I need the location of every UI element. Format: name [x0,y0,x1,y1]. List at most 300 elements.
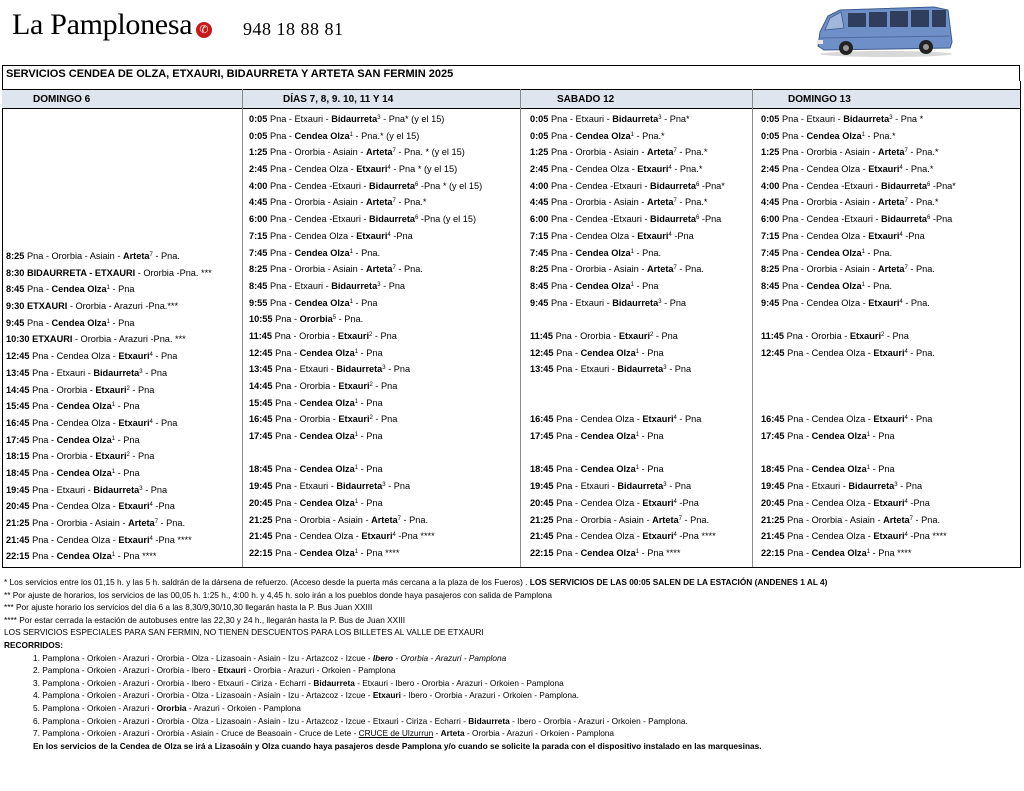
route-number: 4 [673,498,677,505]
route-number: 4 [673,532,677,539]
text-segment: Pna - Cendea Olza - [32,351,119,362]
text-segment: -Pna **** [152,534,192,545]
text-segment: - Pna [676,414,702,425]
schedule-row [6,265,212,282]
departure-time: 18:45 [530,464,554,475]
text-segment: - Pna. [902,297,930,308]
departure-time: 12:45 [530,347,554,358]
bold-text: Arteta [646,197,674,208]
text-segment: Pna - [275,314,300,325]
text-segment: Pna - Etxauri - [781,114,844,124]
departure-time: 9:45 [530,297,549,308]
text-segment: -Pna* [699,180,725,191]
schedule-row [530,545,725,562]
text-segment: - Pna [115,434,140,445]
text-segment: Pna - Cendea Olza - [32,501,119,512]
text-segment: Pna - Cendea Olza - [32,417,119,428]
departure-time: 7:15 [761,230,780,241]
departure-time: 21:45 [761,531,785,542]
text-segment: Pna - Cendea Olza - [556,414,643,425]
text-segment: Pna - [787,431,812,442]
departure-time: 7:45 [530,247,549,258]
text-segment: - Ororbia -Pna. *** [135,267,212,278]
schedule-row [761,361,956,378]
text-segment: - Pna. [336,314,364,325]
departure-time: 22:15 [530,547,554,558]
route-number: 3 [377,115,381,121]
text-segment: - Pna [372,330,397,341]
bold-text: Bidaurreta [93,484,140,495]
schedule-row [530,211,725,228]
bold-text: Bidaurreta [612,114,659,124]
text-segment: Pna - Cendea Olza - [787,497,874,508]
schedule-row [249,411,482,428]
departure-time: 8:45 [530,280,549,291]
route-number: 1 [630,131,634,138]
schedule-row [530,295,725,312]
bold-text: Cendea Olza [299,497,355,508]
schedule-row [761,461,956,478]
footnote-line [4,601,1014,614]
route-number: 7 [909,515,913,522]
bold-text: Etxauri [118,534,150,545]
text-segment: Pna - Ororbia - Asiain - [781,147,878,158]
departure-time: 10:55 [249,314,273,325]
text-segment: Pna - Cendea Olza - [275,531,362,542]
bold-text: Cendea Olza [580,347,636,358]
bold-text: Cendea Olza [575,247,631,258]
text-segment: - Pna [115,467,140,478]
schedule-row [6,248,212,265]
text-segment: - Pna [358,347,383,358]
text-segment: Pna - Etxauri - [275,481,337,492]
text-segment: Pna - [556,431,581,442]
text-segment: - Ororbia - Arazuri -Pna. *** [72,334,186,345]
text-segment: Pna - Cendea Olza - [556,497,643,508]
bold-text: Etxauri [337,330,370,341]
text-segment: -Pna [930,214,953,225]
text-segment: Pna - Cendea -Etxauri - [269,214,370,225]
text-segment: - Pna.* [676,197,708,208]
departure-time: 0:05 [761,114,780,124]
departure-time: 7:45 [249,247,268,258]
schedule-row [530,345,725,362]
departure-time: 22:15 [6,551,30,562]
text-segment: - Pna [142,484,168,495]
departure-time: 11:45 [530,330,553,341]
departure-time: 7:15 [249,230,268,241]
departure-time: 9:55 [249,297,268,308]
schedule-title: SERVICIOS CENDEA DE OLZA, ETXAURI, BIDAURRETA Y ARTETA SAN FERMIN 2025 [2,65,1020,81]
schedule-row [249,278,482,295]
text-segment: Pna - Ororbia - Asiain - [269,264,366,275]
bold-text: Arteta [122,251,150,261]
footnote-line [4,589,1014,602]
text-segment: Pna - Cendea Olza - [550,164,638,175]
bold-text: Cendea Olza [299,464,355,475]
departure-time: 0:05 [530,114,549,124]
text-segment: Pna - Etxauri - [32,367,94,378]
route-number: 7 [392,148,396,155]
departure-time: 4:45 [530,197,549,208]
text-segment: - Pna [129,384,155,395]
schedule-row [249,445,482,462]
bold-text: Etxauri [118,417,150,428]
schedule-row [249,495,482,512]
text-segment: Pna - [275,547,300,558]
schedule-row [249,545,482,562]
departure-time: 4:00 [249,180,268,191]
route-number: 4 [149,502,153,509]
text-segment: 3. Pamplona - Orkoien - Arazuri - Ororbia - Ibero - Etxauri - Ciriza - Echarri - [33,677,314,688]
phone-icon: ✆ [196,22,212,38]
text-segment: - Pna.* [907,147,939,158]
schedule-row [530,428,725,445]
text-segment: - Pna [115,401,140,412]
text-segment: ** Por ajuste de horarios, los servicios de las 00,05 h. 1:25 h., 4:00 h. y 4,45 h. solo irán a los pueblos donde haya pasajeros con salida de Pamplona [4,589,552,600]
schedule-row [761,278,956,295]
text-segment: - Pna **** [870,547,912,558]
schedule-column-dias [249,111,482,562]
schedule-row [530,495,725,512]
bold-text: Bidaurreta [650,180,696,191]
schedule-row [530,512,725,529]
text-segment: Pna - [275,431,300,442]
schedule-row [249,261,482,278]
text-segment: - Pna [666,481,692,492]
bold-text: Etxauri [868,230,900,241]
text-segment: - Pna [639,431,664,442]
text-segment: -Pna [676,497,699,508]
text-segment: Pna - [787,547,812,558]
bold-text: ETXAURI [26,301,68,312]
text-segment: 1. Pamplona - Orkoien - Arazuri - Ororbia - Olza - Lizasoain - Asiain - Izu - Artazcoz - Izcue - [33,652,373,663]
text-segment: - Pna [380,280,406,291]
text-segment: - Pna [639,347,664,358]
bold-text: Cendea Olza [294,130,350,141]
text-segment: Pna - Cendea Olza - [787,347,874,358]
bold-text: Bidaurreta [881,214,927,225]
text-segment: Pna - Ororbia - [32,451,96,462]
text-segment: Pna - Etxauri - [550,114,613,124]
text-segment: 2. Pamplona - Orkoien - Arazuri - Ororbia - Ibero - [33,665,218,676]
text-segment: Pna - [556,547,581,558]
departure-time: 8:25 [530,264,549,275]
bold-text: Etxauri [95,384,127,395]
schedule-row [6,432,212,449]
text-segment: - Pna [372,381,398,391]
departure-time: 1:25 [761,147,780,158]
text-segment: Pna - Ororbia - [274,330,338,341]
route-number: 1 [630,281,634,288]
text-segment: Pna - Ororbia - Asiain - [781,264,878,275]
text-segment: - Pna [661,297,687,308]
text-segment: Pna - Etxauri - [787,481,849,492]
column-divider [242,89,243,567]
text-segment: Pna - Cendea Olza - [269,230,357,241]
route-number: 7 [673,198,677,205]
bold-text: Etxauri [637,164,669,175]
route-number: 3 [377,281,381,288]
bold-text: Cendea Olza [811,464,867,475]
schedule-row [6,398,212,415]
bold-text: Bidaurreta [843,114,890,124]
schedule-row [530,478,725,495]
route-number: 4 [899,231,903,238]
departure-time: 6:00 [761,214,780,225]
bold-text: Cendea Olza [580,464,636,475]
text-segment: Pna - Cendea Olza - [781,230,869,241]
route-number: 2 [126,452,130,459]
schedule-row [6,348,212,365]
text-segment: - Pna [129,451,155,462]
schedule-row [761,178,956,195]
departure-time: 2:45 [530,164,549,175]
route-number: 2 [369,382,373,388]
departure-time: 6:00 [249,214,268,225]
bold-text: Arteta [440,728,465,739]
schedule-row [761,295,956,312]
departure-time: 2:45 [249,164,268,175]
text-segment: Pna - [32,467,57,478]
bold-text: Etxauri [642,531,674,542]
text-segment: 7. Pamplona - Orkoien - Arazuri - Ororbia - Asiain - Cruce de Beasoain - Cruce de Lete - [33,728,359,739]
schedule-row [6,515,212,532]
route-number: 2 [126,385,130,392]
schedule-row [249,311,482,328]
route-number: 6 [695,181,700,188]
route-number: 4 [899,298,903,305]
text-segment: Pna - [275,497,300,508]
text-segment: - Pna [385,364,411,375]
departure-time: 12:45 [6,351,30,362]
departure-time: 8:30 [6,267,25,278]
departure-time: 2:45 [761,164,780,175]
schedule-row [530,328,725,345]
route-number: 1 [866,548,871,555]
text-segment: Pna - Ororbia - Asiain - [556,514,653,525]
footnote-line [4,639,1014,652]
schedule-row [761,144,956,161]
schedule-row [761,128,956,145]
italic-text: - Ororbia - Arazuri - Pamplona [393,652,507,663]
text-segment: Pna - Ororbia - Asiain - [550,197,647,208]
text-segment: - Pna * [892,114,924,124]
bold-text: Etxauri [338,381,370,391]
bold-text: Etxauri [356,164,388,175]
bold-text: Cendea Olza [575,130,631,141]
text-segment: - Ororbia - Arazuri - Orkoien - Pamplona [246,665,396,676]
bold-text: Etxauri [372,690,401,701]
text-segment: -Pna [390,230,413,241]
text-segment: Pna - Etxauri - [269,114,332,124]
route-number: 1 [111,552,116,559]
bold-text: Etxauri [642,497,674,508]
schedule-row [530,411,725,428]
text-segment: -Pna [907,497,930,508]
departure-time: 9:30 [6,301,25,312]
text-segment: Pna - Ororbia - Asiain - [550,147,647,158]
departure-time: 9:45 [6,317,25,328]
text-segment: - Pna [152,351,178,362]
text-segment: Pna - Cendea Olza - [787,531,874,542]
text-segment: Pna - Ororbia - Asiain - [269,147,366,158]
departure-time: 21:25 [249,514,273,525]
route-number: 6 [926,215,931,222]
bold-text: Etxauri [873,414,905,425]
text-segment: Pna - Cendea -Etxauri - [550,214,651,225]
text-segment: - Pna. [907,264,935,275]
text-segment: Pna - Etxauri - [550,297,613,308]
schedule-column-domingo-6 [6,248,212,565]
bold-text: RECORRIDOS: [4,639,64,650]
schedule-row [249,111,482,128]
bold-text: ETXAURI [32,334,73,345]
bold-text: Cendea Olza [806,130,862,141]
text-segment: 4. Pamplona - Orkoien - Arazuri - Ororbia - Olza - Lizasoain - Asiain - Izu - Artazcoz - Izcue - [33,690,373,701]
route-number: 7 [673,265,677,272]
route-number: 1 [354,398,359,405]
bold-text: Cendea Olza [299,547,355,558]
text-segment: Pna - [275,397,300,408]
departure-time: 19:45 [6,484,30,495]
column-header-domingo-13: DOMINGO 13 [788,94,851,105]
departure-time: 18:45 [249,464,273,475]
route-number: 7 [904,198,908,205]
text-segment: - Ororbia - Arazuri - Orkoien - Pamplona [464,728,615,739]
text-segment: Pna - [275,464,300,475]
footnote-line [4,614,1014,627]
schedule-row [530,245,725,262]
departure-time: 15:45 [249,397,273,408]
schedule-row [761,194,956,211]
route-number: 1 [111,402,116,409]
route-number: 7 [673,148,677,155]
bold-text: Arteta [877,264,905,275]
text-segment: - Pna [870,464,895,475]
bold-text: Cendea Olza [580,431,636,442]
text-segment: Pna - Ororbia - Asiain - [275,514,372,525]
text-segment: - Ibero - Ororbia - Arazuri - Orkoien - Pamplona. [400,690,579,701]
route-number: 4 [149,418,153,425]
bold-text: Bidaurreta [331,114,378,124]
departure-time: 9:45 [761,297,780,308]
bold-text: Arteta [877,147,905,158]
schedule-row [6,448,212,465]
text-segment: -Pna [671,230,694,241]
text-segment: - Pna * (y el 15) [390,164,458,175]
text-segment: **** Por estar cerrada la estación de autobuses entre las 22,30 y 24 h., llegarán hasta la P. Bus de Juan XXIII [4,614,406,625]
bold-text: Cendea Olza [56,467,112,478]
schedule-row [761,378,956,395]
route-number: 3 [382,482,386,489]
schedule-row [530,378,725,395]
bold-text: Cendea Olza [811,547,867,558]
bold-text: Bidaurreta [336,364,383,375]
text-segment: -Pna [902,230,925,241]
route-number: 1 [866,432,871,439]
text-segment: Pna - [550,280,576,291]
bold-text: Etxauri [642,414,674,425]
bold-text: Cendea Olza [294,247,350,258]
text-segment: - Pna. [633,247,662,258]
schedule-row [6,548,212,565]
bold-text: Bidaurreta [336,481,383,492]
text-segment: Pna - Cendea Olza - [556,531,643,542]
text-segment: Pna - [269,247,295,258]
text-segment: - Pna [372,414,398,425]
route-number: 1 [866,465,871,472]
schedule-row [6,298,212,315]
schedule-row [6,482,212,499]
schedule-row [530,111,725,128]
schedule-row [249,161,482,178]
schedule-row [530,395,725,412]
departure-time: 17:45 [249,431,273,442]
text-segment: Pna - Cendea -Etxauri - [781,214,882,225]
footnote-line [4,702,1014,715]
text-segment: -Pna **** [676,531,716,542]
text-segment: Pna - Ororbia - [32,384,96,395]
route-number: 7 [904,148,908,155]
route-number: 1 [106,318,110,325]
departure-time: 20:45 [6,501,30,512]
departure-time: 16:45 [761,414,785,425]
text-segment: - Pna. [152,251,180,261]
bold-text: Etxauri [361,531,393,542]
text-segment: - Pna. [676,264,704,275]
bold-text: Cendea Olza [806,247,862,258]
bold-text: Cendea Olza [811,431,867,442]
text-segment: Pna - Ororbia - Asiain - [781,197,878,208]
bold-text: Bidaurreta [617,364,664,375]
bold-text: Bidaurreta [617,481,664,492]
bold-text: Etxauri [849,330,882,341]
text-segment: - Pna.* [864,130,896,141]
route-number: 3 [139,485,143,492]
text-segment: - Pna.* [902,164,934,175]
text-segment: - Pna. [352,247,381,258]
route-number: 1 [354,465,359,472]
route-number: 1 [354,498,359,505]
schedule-row [761,245,956,262]
text-segment: Pna - Ororbia - Asiain - [269,197,366,208]
departure-time: 13:45 [530,364,554,375]
departure-time: 15:45 [6,401,30,412]
schedule-row [249,295,482,312]
departure-time: 0:05 [530,130,549,141]
route-number: 3 [663,482,667,489]
departure-time: 16:45 [249,414,273,425]
schedule-row [761,411,956,428]
route-number: 3 [658,298,662,305]
route-number: 7 [397,515,401,522]
departure-time: 20:45 [530,497,554,508]
schedule-row [761,311,956,328]
footnote-line [4,664,1014,677]
bold-text: Cendea Olza [299,431,355,442]
bold-text: Arteta [652,514,679,525]
bold-text: Cendea Olza [56,434,112,445]
route-number: 4 [904,532,908,539]
text-segment: - Pna [152,417,178,428]
text-segment: Pna - Ororbia - [275,414,339,425]
text-segment: -Pna (y el 15) [418,214,477,225]
departure-time: 8:25 [761,264,780,275]
text-segment: - Pna [358,497,383,508]
text-segment: - Pna. [864,280,893,291]
bold-text: Cendea Olza [294,297,350,308]
